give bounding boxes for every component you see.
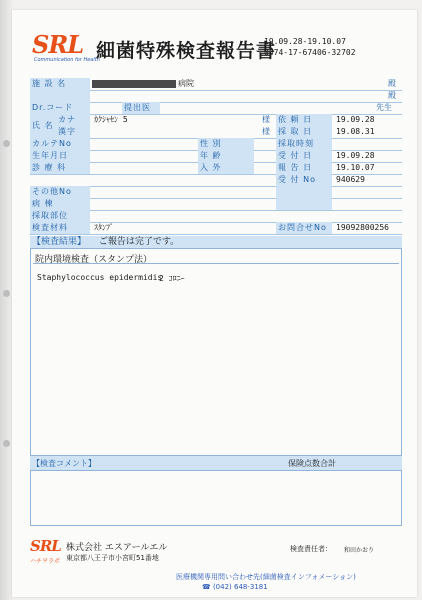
other-no-label: その他No [30,186,90,198]
redacted-facility [92,80,176,88]
sama-2: 様 [262,127,270,136]
results-header [30,236,402,248]
row-name [30,114,402,139]
age-label: 年 齢 [198,150,254,162]
company-address: 東京都八王子市小宮町51番地 [66,554,159,562]
dono-2: 殿 [388,91,396,100]
ward-blank [276,198,332,210]
comment-label: 【検査コメント】 [32,459,96,468]
karte-label: カルテNo [30,138,90,150]
report-date-value: 19.10.07 [336,163,375,172]
report-date-label: 報 告 日 [276,162,332,174]
kana-value: ｶｸｼｬｾﾝ 5 [94,115,128,124]
organism: Staphylococcus epidermidis [37,273,163,282]
footer-sub-logo: ハチヲラボ [30,558,61,565]
site-label: 採取部位 [30,210,90,222]
results-box [30,248,402,456]
binding-hole [3,290,10,297]
results-divider [33,263,399,264]
material-value: ｽﾀﾝﾌﾟ [94,223,114,232]
sama-1: 様 [262,115,270,124]
comment-header [30,456,402,470]
sensei-label: 先生 [376,103,392,112]
results-section-label: 【検査結果】 [32,237,87,247]
test-name: 院内環境検査（スタンプ法） [35,255,153,265]
request-date-label: 依 頼 日 [276,114,332,126]
company-name: 株式会社 エスアールエル [66,543,168,553]
footer-srl-logo: SRL [30,537,61,555]
kana-label: カナ [56,114,90,126]
binding-hole [3,140,10,147]
dr-code-label: Dr.コード [30,102,90,114]
row-material [30,222,402,235]
report-code: 0674-17-67406-32702 [264,48,356,57]
kanji-label: 漢字 [56,126,90,138]
submitter-label: 提出医 [122,102,160,114]
ward-label: 病 棟 [30,198,90,210]
facility-value: 病院 [178,79,194,88]
admission-label: 入 外 [198,162,254,174]
collection-date-label: 採 取 日 [276,126,332,138]
colony-count: 2 ｺﾛﾆｰ [159,274,185,283]
contact-info: 医療機関専用問い合わせ先(細菌検査インフォメーション) [176,573,356,581]
dept-label: 診 療 科 [30,162,90,174]
name-label: 氏 名 [30,114,56,138]
collection-time-label: 採取時刻 [276,138,332,150]
responsible-label: 検査責任者： [290,545,332,553]
birth-label: 生年月日 [30,150,90,162]
receipt-no-value: 940629 [336,175,365,184]
report-dates: 19.09.28-19.10.07 [264,37,346,46]
dono-1: 殿 [388,79,396,88]
sex-label: 性 別 [198,138,254,150]
inquiry-no-value: 19092800256 [336,223,389,232]
receipt-date-label: 受 付 日 [276,150,332,162]
report-title: 細菌特殊検査報告書 [96,40,277,62]
request-date-value: 19.09.28 [336,115,375,124]
points-label: 保険点数合計 [288,459,336,468]
collection-date-value: 19.08.31 [336,127,375,136]
binding-hole [3,440,10,447]
material-label: 検査材料 [30,222,90,234]
other-blank [276,186,332,198]
comment-box [30,470,402,526]
srl-tagline: Communication for Health [34,57,100,63]
receipt-date-value: 19.09.28 [336,151,375,160]
contact-phone: ☎ (042) 648-3181 [202,583,268,591]
responsible-person: 和田かおり [344,547,375,554]
receipt-no-label: 受 付 No [276,174,332,186]
facility-label: 施 設 名 [30,78,90,90]
srl-logo: SRL [32,30,84,59]
results-status: ご報告は完了です。 [98,237,180,247]
inquiry-no-label: お問合せNo [276,222,332,234]
blank-label [30,90,90,102]
